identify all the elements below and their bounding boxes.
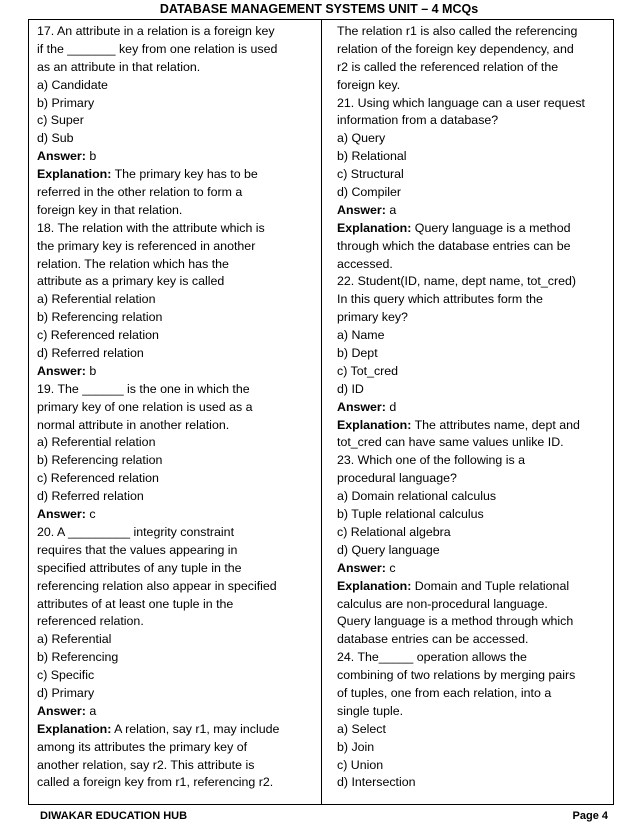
line-text: referred in the other relation to form a xyxy=(37,185,243,200)
line-text: b) Tuple relational calculus xyxy=(337,507,484,522)
text-line xyxy=(37,703,309,721)
text-line xyxy=(37,184,309,202)
text-line xyxy=(337,613,609,631)
answer-label: Answer: xyxy=(37,703,86,718)
content-table xyxy=(28,19,614,805)
line-text: foreign key in that relation. xyxy=(37,202,183,217)
explanation-label: Explanation: xyxy=(37,721,112,736)
text-line xyxy=(37,757,309,775)
page-header xyxy=(0,0,638,18)
line-text: d xyxy=(385,399,397,414)
line-text: if the _______ key from one relation is used xyxy=(37,41,278,56)
column-divider xyxy=(321,20,322,804)
text-line xyxy=(37,23,309,41)
line-text: 18. The relation with the attribute which is xyxy=(37,220,265,235)
text-line xyxy=(37,542,309,560)
line-text: b) Primary xyxy=(37,95,95,110)
text-line xyxy=(37,256,309,274)
line-text: d) Query language xyxy=(337,542,440,557)
text-line xyxy=(337,273,609,291)
line-text: b) Dept xyxy=(337,346,378,361)
line-text: a) Select xyxy=(337,721,386,736)
table-right-border xyxy=(613,20,614,804)
line-text: 20. A _________ integrity constraint xyxy=(37,524,235,539)
text-line xyxy=(37,95,309,113)
line-text: a) Candidate xyxy=(37,77,108,92)
line-text: relation. The relation which has the xyxy=(37,256,229,271)
text-line xyxy=(337,95,609,113)
text-line xyxy=(337,166,609,184)
line-text: procedural language? xyxy=(337,471,457,486)
line-text: In this query which attributes form the xyxy=(337,292,543,307)
text-line xyxy=(337,41,609,59)
text-line xyxy=(337,631,609,649)
line-text: 17. An attribute in a relation is a foreign key xyxy=(37,24,275,38)
line-text: attributes of at least one tuple in the xyxy=(37,596,234,611)
text-line xyxy=(37,112,309,130)
line-text: database entries can be accessed. xyxy=(337,632,529,647)
text-line xyxy=(37,613,309,631)
line-text: among its attributes the primary key of xyxy=(37,739,248,754)
line-text: 22. Student(ID, name, dept name, tot_cred) xyxy=(337,274,576,289)
text-line xyxy=(37,41,309,59)
line-text: The primary key has to be xyxy=(111,167,258,182)
line-text: normal attribute in another relation. xyxy=(37,417,230,432)
text-line xyxy=(37,399,309,417)
text-line xyxy=(337,363,609,381)
text-line xyxy=(37,59,309,77)
line-text: 24. The_____ operation allows the xyxy=(337,650,527,665)
line-text: combining of two relations by merging pairs xyxy=(337,668,576,683)
text-line xyxy=(337,220,609,238)
explanation-label: Explanation: xyxy=(337,417,412,432)
line-text: 21. Using which language can a user request xyxy=(337,95,585,110)
text-line xyxy=(37,452,309,470)
line-text: c) Specific xyxy=(37,668,95,683)
answer-label: Answer: xyxy=(337,560,386,575)
line-text: d) Sub xyxy=(37,131,74,146)
text-line xyxy=(337,649,609,667)
text-line xyxy=(337,470,609,488)
explanation-label: Explanation: xyxy=(337,578,412,593)
text-line xyxy=(37,363,309,381)
text-line xyxy=(37,417,309,435)
answer-label: Answer: xyxy=(37,363,86,378)
text-line xyxy=(337,291,609,309)
answer-label: Answer: xyxy=(37,507,86,522)
text-line xyxy=(37,345,309,363)
line-text: d) Referred relation xyxy=(37,346,144,361)
text-line xyxy=(337,560,609,578)
text-line xyxy=(337,77,609,95)
text-line xyxy=(37,524,309,542)
text-line xyxy=(37,721,309,739)
line-text: d) Intersection xyxy=(337,775,416,790)
line-text: Query language is a method through which xyxy=(337,614,574,629)
text-line xyxy=(337,381,609,399)
line-text: r2 is called the referenced relation of the xyxy=(337,59,559,74)
line-text: d) Compiler xyxy=(337,185,402,200)
line-text: Query language is a method xyxy=(411,220,571,235)
text-line xyxy=(37,202,309,220)
text-line xyxy=(337,774,609,792)
text-line xyxy=(337,148,609,166)
line-text: a) Referential relation xyxy=(37,292,156,307)
text-line xyxy=(37,291,309,309)
line-text: c xyxy=(385,560,396,575)
text-line xyxy=(337,739,609,757)
line-text: calculus are non-procedural language. xyxy=(337,596,548,611)
text-line xyxy=(37,649,309,667)
text-line xyxy=(37,434,309,452)
text-line xyxy=(337,399,609,417)
answer-label: Answer: xyxy=(337,202,386,217)
line-text: through which the database entries can be xyxy=(337,238,571,253)
line-text: The attributes name, dept and xyxy=(411,417,580,432)
line-text: a) Referential xyxy=(37,632,112,647)
answer-label: Answer: xyxy=(337,399,386,414)
text-line xyxy=(337,184,609,202)
text-line xyxy=(337,112,609,130)
line-text: b xyxy=(85,363,97,378)
text-line xyxy=(337,703,609,721)
text-line xyxy=(37,470,309,488)
text-line xyxy=(37,506,309,524)
text-line xyxy=(337,578,609,596)
line-text: b) Referencing relation xyxy=(37,310,163,325)
line-text: foreign key. xyxy=(337,77,401,92)
text-line xyxy=(337,757,609,775)
line-text: specified attributes of any tuple in the xyxy=(37,560,242,575)
text-line xyxy=(37,327,309,345)
text-line xyxy=(37,381,309,399)
text-line xyxy=(337,327,609,345)
line-text: Domain and Tuple relational xyxy=(411,578,570,593)
text-line xyxy=(337,59,609,77)
text-line xyxy=(337,506,609,524)
answer-label: Answer: xyxy=(37,149,86,164)
line-text: referenced relation. xyxy=(37,614,144,629)
line-text: c) Union xyxy=(337,757,384,772)
line-text: 23. Which one of the following is a xyxy=(337,453,526,468)
text-line xyxy=(37,578,309,596)
line-text: b) Join xyxy=(337,739,375,754)
right-column xyxy=(337,23,609,792)
line-text: primary key of one relation is used as a xyxy=(37,399,253,414)
line-text: another relation, say r2. This attribute is xyxy=(37,757,255,772)
text-line xyxy=(37,238,309,256)
text-line xyxy=(337,542,609,560)
text-line xyxy=(37,273,309,291)
line-text: a) Name xyxy=(337,328,385,343)
line-text: c) Super xyxy=(37,113,84,128)
text-line xyxy=(337,130,609,148)
line-text: tot_cred can have same values unlike ID. xyxy=(337,435,564,450)
table-left-border xyxy=(28,20,29,804)
text-line xyxy=(337,721,609,739)
footer-publisher: DIWAKAR EDUCATION HUB xyxy=(40,810,188,822)
line-text: b) Referencing relation xyxy=(37,453,163,468)
line-text: requires that the values appearing in xyxy=(37,542,238,557)
line-text: c) Referenced relation xyxy=(37,471,159,486)
text-line xyxy=(337,202,609,220)
line-text: d) Referred relation xyxy=(37,489,144,504)
text-line xyxy=(337,524,609,542)
line-text: d) Primary xyxy=(37,685,95,700)
line-text: a) Domain relational calculus xyxy=(337,489,497,504)
text-line xyxy=(337,238,609,256)
text-line xyxy=(37,774,309,792)
text-line xyxy=(37,166,309,184)
line-text: d) ID xyxy=(337,381,364,396)
text-line xyxy=(337,685,609,703)
line-text: c xyxy=(85,507,96,522)
line-text: b) Referencing xyxy=(37,650,119,665)
text-line xyxy=(37,309,309,327)
text-line xyxy=(337,667,609,685)
text-line xyxy=(37,220,309,238)
footer-page-number: Page 4 xyxy=(572,810,608,822)
text-line xyxy=(337,345,609,363)
text-line xyxy=(337,256,609,274)
line-text: a xyxy=(385,202,397,217)
text-line xyxy=(37,667,309,685)
page-footer xyxy=(40,807,608,825)
text-line xyxy=(337,417,609,435)
text-line xyxy=(37,685,309,703)
line-text: a) Query xyxy=(337,131,386,146)
line-text: as an attribute in that relation. xyxy=(37,59,201,74)
text-line xyxy=(337,23,609,41)
text-line xyxy=(337,596,609,614)
line-text: 19. The ______ is the one in which the xyxy=(37,381,250,396)
line-text: a) Referential relation xyxy=(37,435,156,450)
explanation-label: Explanation: xyxy=(37,167,112,182)
left-column xyxy=(37,23,309,792)
text-line xyxy=(37,148,309,166)
line-text: the primary key is referenced in another xyxy=(37,238,256,253)
text-line xyxy=(37,77,309,95)
text-line xyxy=(337,434,609,452)
text-line xyxy=(37,596,309,614)
text-line xyxy=(37,739,309,757)
line-text: called a foreign key from r1, referencing r2. xyxy=(37,775,274,790)
line-text: referencing relation also appear in specified xyxy=(37,578,277,593)
line-text: A relation, say r1, may include xyxy=(111,721,280,736)
line-text: c) Tot_cred xyxy=(337,363,399,378)
line-text: of tuples, one from each relation, into a xyxy=(337,685,552,700)
line-text: c) Relational algebra xyxy=(337,524,451,539)
line-text: primary key? xyxy=(337,310,408,325)
line-text: relation of the foreign key dependency, and xyxy=(337,41,574,56)
line-text: The relation r1 is also called the referencing xyxy=(337,24,578,38)
text-line xyxy=(37,488,309,506)
text-line xyxy=(337,309,609,327)
line-text: information from a database? xyxy=(337,113,499,128)
text-line xyxy=(337,488,609,506)
text-line xyxy=(37,130,309,148)
text-line xyxy=(337,452,609,470)
line-text: a xyxy=(85,703,97,718)
line-text: c) Referenced relation xyxy=(37,328,159,343)
line-text: c) Structural xyxy=(337,167,404,182)
line-text: attribute as a primary key is called xyxy=(37,274,225,289)
line-text: b xyxy=(85,149,97,164)
line-text: b) Relational xyxy=(337,149,407,164)
text-line xyxy=(37,631,309,649)
page-title: DATABASE MANAGEMENT SYSTEMS UNIT – 4 MCQs xyxy=(159,2,479,16)
line-text: accessed. xyxy=(337,256,393,271)
line-text: single tuple. xyxy=(337,703,404,718)
explanation-label: Explanation: xyxy=(337,220,412,235)
text-line xyxy=(37,560,309,578)
